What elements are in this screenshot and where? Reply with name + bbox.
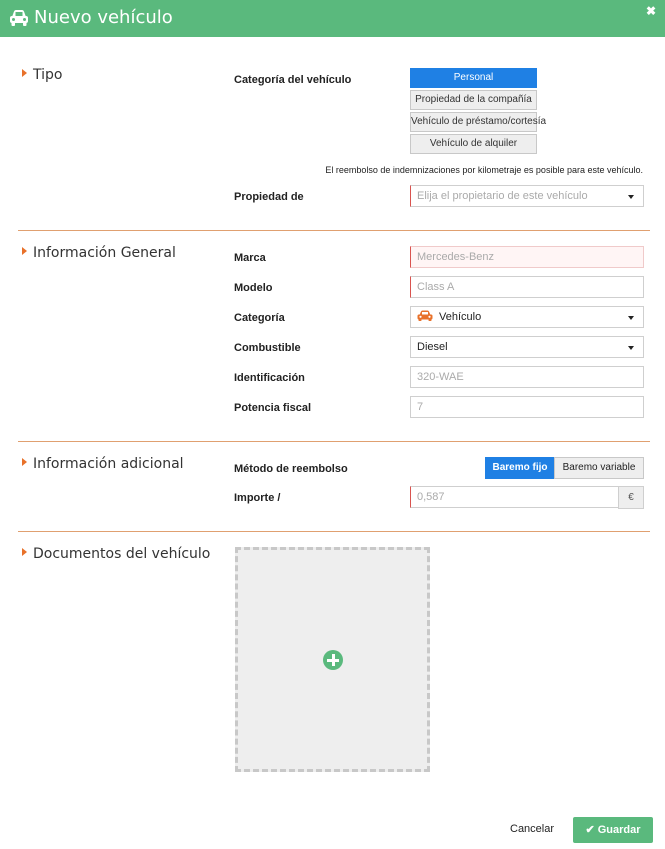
- modelo-label: Modelo: [234, 282, 273, 294]
- chevron-down-icon: [628, 316, 634, 320]
- car-icon: [417, 310, 433, 321]
- chevron-down-icon: [628, 346, 634, 350]
- section-documentos-label: Documentos del vehículo: [33, 546, 211, 562]
- propiedad-placeholder: Elija el propietario de este vehículo: [417, 190, 588, 202]
- categoria-value: Vehículo: [439, 311, 482, 323]
- section-tipo: [22, 67, 62, 83]
- divider: [18, 441, 650, 442]
- categoria-vehiculo-label: Categoría del vehículo: [234, 74, 352, 86]
- importe-input[interactable]: 0,587: [410, 486, 619, 508]
- combustible-select[interactable]: [410, 336, 644, 358]
- caret-right-icon: [22, 458, 27, 466]
- currency-addon: €: [618, 486, 644, 509]
- categoria-select[interactable]: [410, 306, 644, 328]
- identificacion-input[interactable]: 320-WAE: [410, 366, 644, 388]
- importe-label: Importe /: [234, 492, 281, 504]
- potencia-label: Potencia fiscal: [234, 402, 312, 414]
- categoria-label: Categoría: [234, 312, 285, 324]
- section-adicional: [22, 456, 184, 472]
- marca-input[interactable]: Mercedes-Benz: [410, 246, 644, 268]
- cancel-button[interactable]: Cancelar: [510, 823, 555, 835]
- potencia-input[interactable]: 7: [410, 396, 644, 418]
- marca-label: Marca: [234, 252, 266, 264]
- combustible-label: Combustible: [234, 342, 301, 354]
- propiedad-label: Propiedad de: [234, 191, 304, 203]
- modelo-input[interactable]: Class A: [410, 276, 644, 298]
- option-prestamo-cortesia[interactable]: Vehículo de préstamo/cortesía: [410, 112, 537, 132]
- add-document-icon[interactable]: [323, 650, 343, 670]
- car-icon: [9, 9, 29, 27]
- baremo-variable-button[interactable]: Baremo variable: [554, 457, 644, 479]
- document-dropzone[interactable]: [235, 547, 430, 772]
- dialog-title: Nuevo vehículo: [34, 7, 173, 28]
- save-button[interactable]: [573, 817, 653, 843]
- baremo-fijo-button[interactable]: Baremo fijo: [485, 457, 555, 479]
- chevron-down-icon: [628, 195, 634, 199]
- combustible-value: Diesel: [417, 341, 448, 353]
- divider: [18, 230, 650, 231]
- caret-right-icon: [22, 548, 27, 556]
- metodo-label: Método de reembolso: [234, 463, 348, 475]
- dialog-header: [0, 0, 665, 37]
- section-general: [22, 245, 176, 261]
- close-icon[interactable]: ✖: [645, 4, 656, 18]
- section-general-label: Información General: [33, 245, 176, 261]
- option-propiedad-compania[interactable]: Propiedad de la compañía: [410, 90, 537, 110]
- option-personal[interactable]: Personal: [410, 68, 537, 88]
- option-alquiler[interactable]: Vehículo de alquiler: [410, 134, 537, 154]
- caret-right-icon: [22, 247, 27, 255]
- propiedad-select[interactable]: [410, 185, 644, 207]
- section-documentos: [22, 546, 210, 562]
- save-label: Guardar: [597, 824, 641, 836]
- reimbursement-note: El reembolso de indemnizaciones por kilometraje es posible para este vehículo.: [325, 165, 643, 175]
- divider: [18, 531, 650, 532]
- caret-right-icon: [22, 69, 27, 77]
- section-tipo-label: Tipo: [33, 67, 63, 83]
- section-adicional-label: Información adicional: [33, 456, 184, 472]
- identificacion-label: Identificación: [234, 372, 305, 384]
- check-icon: ✔: [585, 824, 595, 836]
